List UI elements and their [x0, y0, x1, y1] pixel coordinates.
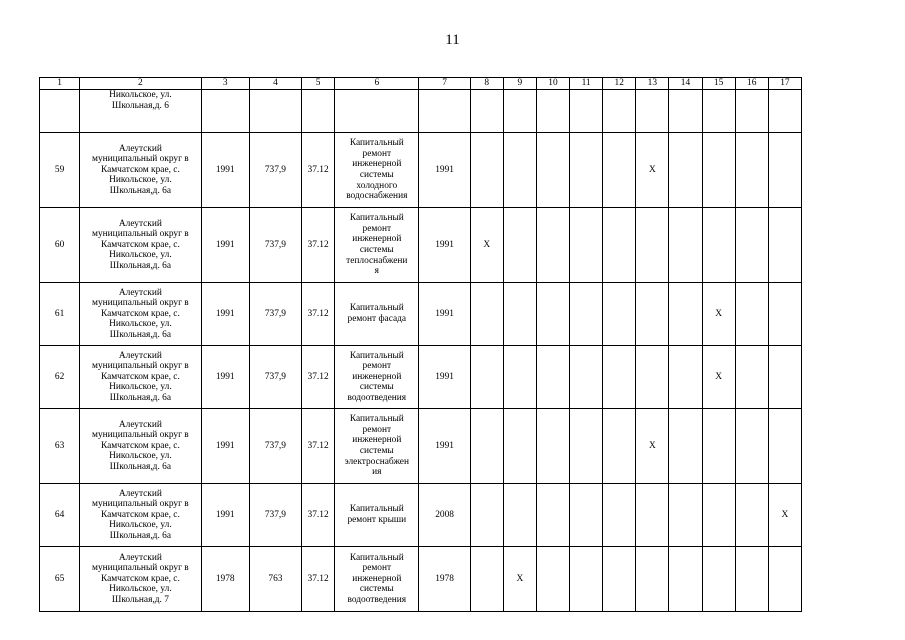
empty-cell	[536, 547, 569, 612]
empty-cell	[702, 409, 735, 484]
empty-cell	[702, 133, 735, 208]
empty-cell	[419, 90, 470, 133]
year-cell: 2008	[419, 484, 470, 547]
table-row	[40, 283, 802, 346]
table-row	[40, 484, 802, 547]
area-cell: 737,9	[249, 283, 301, 346]
empty-cell	[636, 90, 669, 133]
year-cell: 1991	[419, 346, 470, 409]
work-type-cell: Капитальный ремонт инженерной системы электроснабжен ия	[335, 409, 419, 484]
area-cell: 737,9	[249, 409, 301, 484]
empty-cell	[735, 283, 768, 346]
page-number: 11	[445, 32, 460, 48]
empty-cell	[768, 133, 801, 208]
row-number-cell: 60	[40, 208, 80, 283]
code-cell: 37.12	[302, 133, 335, 208]
mark-cell: X	[702, 283, 735, 346]
column-number-2: 2	[80, 78, 201, 90]
empty-cell	[603, 346, 636, 409]
code-cell: 37.12	[302, 208, 335, 283]
empty-cell	[636, 484, 669, 547]
empty-cell	[735, 409, 768, 484]
empty-cell	[503, 283, 536, 346]
year-built-cell: 1991	[201, 346, 249, 409]
empty-cell	[768, 208, 801, 283]
empty-cell	[669, 409, 702, 484]
row-number-cell: 65	[40, 547, 80, 612]
mark-cell: X	[768, 484, 801, 547]
column-number-11: 11	[570, 78, 603, 90]
area-cell: 737,9	[249, 484, 301, 547]
empty-cell	[503, 346, 536, 409]
empty-cell	[470, 133, 503, 208]
work-type-cell: Капитальный ремонт инженерной системы водоотведения	[335, 547, 419, 612]
column-number-12: 12	[603, 78, 636, 90]
table-row-continuation	[40, 90, 802, 133]
empty-cell	[570, 133, 603, 208]
empty-cell	[669, 208, 702, 283]
area-cell: 737,9	[249, 208, 301, 283]
empty-cell	[735, 346, 768, 409]
year-built-cell: 1991	[201, 208, 249, 283]
year-cell: 1991	[419, 133, 470, 208]
empty-cell	[536, 133, 569, 208]
empty-cell	[40, 90, 80, 133]
repair-schedule-table	[39, 77, 802, 612]
empty-cell	[201, 90, 249, 133]
empty-cell	[470, 409, 503, 484]
empty-cell	[249, 90, 301, 133]
empty-cell	[735, 208, 768, 283]
column-number-10: 10	[536, 78, 569, 90]
empty-cell	[768, 90, 801, 133]
empty-cell	[636, 346, 669, 409]
empty-cell	[570, 90, 603, 133]
empty-cell	[536, 208, 569, 283]
work-type-cell: Капитальный ремонт крыши	[335, 484, 419, 547]
empty-cell	[636, 547, 669, 612]
year-cell: 1991	[419, 208, 470, 283]
empty-cell	[669, 484, 702, 547]
column-number-row	[40, 78, 802, 90]
code-cell: 37.12	[302, 409, 335, 484]
address-cell: Никольское, ул. Школьная,д. 6	[80, 90, 201, 133]
code-cell: 37.12	[302, 346, 335, 409]
address-cell: Алеутский муниципальный округ в Камчатском крае, с. Никольское, ул. Школьная,д. 6а	[80, 208, 201, 283]
empty-cell	[768, 283, 801, 346]
work-type-cell: Капитальный ремонт инженерной системы теплоснабжени я	[335, 208, 419, 283]
column-number-16: 16	[735, 78, 768, 90]
mark-cell: X	[470, 208, 503, 283]
empty-cell	[503, 133, 536, 208]
empty-cell	[603, 133, 636, 208]
empty-cell	[536, 409, 569, 484]
empty-cell	[470, 283, 503, 346]
empty-cell	[669, 547, 702, 612]
empty-cell	[570, 208, 603, 283]
table-row	[40, 133, 802, 208]
column-number-6: 6	[335, 78, 419, 90]
column-number-8: 8	[470, 78, 503, 90]
empty-cell	[536, 283, 569, 346]
empty-cell	[669, 346, 702, 409]
row-number-cell: 59	[40, 133, 80, 208]
year-cell: 1991	[419, 409, 470, 484]
empty-cell	[735, 133, 768, 208]
row-number-cell: 62	[40, 346, 80, 409]
column-number-14: 14	[669, 78, 702, 90]
work-type-cell: Капитальный ремонт инженерной системы холодного водоснабжения	[335, 133, 419, 208]
table-row	[40, 409, 802, 484]
table-row	[40, 346, 802, 409]
empty-cell	[570, 346, 603, 409]
mark-cell: X	[636, 133, 669, 208]
empty-cell	[503, 484, 536, 547]
year-built-cell: 1991	[201, 133, 249, 208]
empty-cell	[636, 283, 669, 346]
column-number-13: 13	[636, 78, 669, 90]
empty-cell	[735, 484, 768, 547]
column-number-3: 3	[201, 78, 249, 90]
code-cell: 37.12	[302, 547, 335, 612]
empty-cell	[768, 409, 801, 484]
mark-cell: X	[702, 346, 735, 409]
code-cell: 37.12	[302, 283, 335, 346]
empty-cell	[570, 547, 603, 612]
year-cell: 1991	[419, 283, 470, 346]
row-number-cell: 64	[40, 484, 80, 547]
column-number-15: 15	[702, 78, 735, 90]
table-row	[40, 208, 802, 283]
year-built-cell: 1991	[201, 409, 249, 484]
area-cell: 737,9	[249, 133, 301, 208]
area-cell: 737,9	[249, 346, 301, 409]
empty-cell	[669, 283, 702, 346]
table-row	[40, 547, 802, 612]
empty-cell	[768, 346, 801, 409]
empty-cell	[603, 283, 636, 346]
empty-cell	[536, 484, 569, 547]
empty-cell	[603, 90, 636, 133]
empty-cell	[335, 90, 419, 133]
empty-cell	[470, 346, 503, 409]
column-number-9: 9	[503, 78, 536, 90]
mark-cell: X	[503, 547, 536, 612]
empty-cell	[768, 547, 801, 612]
address-cell: Алеутский муниципальный округ в Камчатском крае, с. Никольское, ул. Школьная,д. 7	[80, 547, 201, 612]
work-type-cell: Капитальный ремонт фасада	[335, 283, 419, 346]
empty-cell	[636, 208, 669, 283]
empty-cell	[570, 283, 603, 346]
column-number-5: 5	[302, 78, 335, 90]
column-number-7: 7	[419, 78, 470, 90]
year-built-cell: 1978	[201, 547, 249, 612]
empty-cell	[603, 208, 636, 283]
empty-cell	[669, 90, 702, 133]
empty-cell	[735, 547, 768, 612]
empty-cell	[536, 90, 569, 133]
empty-cell	[470, 484, 503, 547]
address-cell: Алеутский муниципальный округ в Камчатском крае, с. Никольское, ул. Школьная,д. 6а	[80, 346, 201, 409]
empty-cell	[302, 90, 335, 133]
empty-cell	[470, 90, 503, 133]
empty-cell	[570, 484, 603, 547]
mark-cell: X	[636, 409, 669, 484]
year-built-cell: 1991	[201, 283, 249, 346]
empty-cell	[603, 484, 636, 547]
column-number-17: 17	[768, 78, 801, 90]
empty-cell	[603, 547, 636, 612]
empty-cell	[503, 208, 536, 283]
empty-cell	[570, 409, 603, 484]
column-number-1: 1	[40, 78, 80, 90]
empty-cell	[503, 90, 536, 133]
empty-cell	[536, 346, 569, 409]
empty-cell	[735, 90, 768, 133]
empty-cell	[603, 409, 636, 484]
year-built-cell: 1991	[201, 484, 249, 547]
empty-cell	[503, 409, 536, 484]
code-cell: 37.12	[302, 484, 335, 547]
year-cell: 1978	[419, 547, 470, 612]
empty-cell	[702, 208, 735, 283]
empty-cell	[702, 547, 735, 612]
column-number-4: 4	[249, 78, 301, 90]
empty-cell	[702, 90, 735, 133]
address-cell: Алеутский муниципальный округ в Камчатском крае, с. Никольское, ул. Школьная,д. 6а	[80, 409, 201, 484]
empty-cell	[669, 133, 702, 208]
address-cell: Алеутский муниципальный округ в Камчатском крае, с. Никольское, ул. Школьная,д. 6а	[80, 484, 201, 547]
row-number-cell: 63	[40, 409, 80, 484]
empty-cell	[470, 547, 503, 612]
address-cell: Алеутский муниципальный округ в Камчатском крае, с. Никольское, ул. Школьная,д. 6а	[80, 283, 201, 346]
area-cell: 763	[249, 547, 301, 612]
work-type-cell: Капитальный ремонт инженерной системы водоотведения	[335, 346, 419, 409]
address-cell: Алеутский муниципальный округ в Камчатском крае, с. Никольское, ул. Школьная,д. 6а	[80, 133, 201, 208]
row-number-cell: 61	[40, 283, 80, 346]
empty-cell	[702, 484, 735, 547]
